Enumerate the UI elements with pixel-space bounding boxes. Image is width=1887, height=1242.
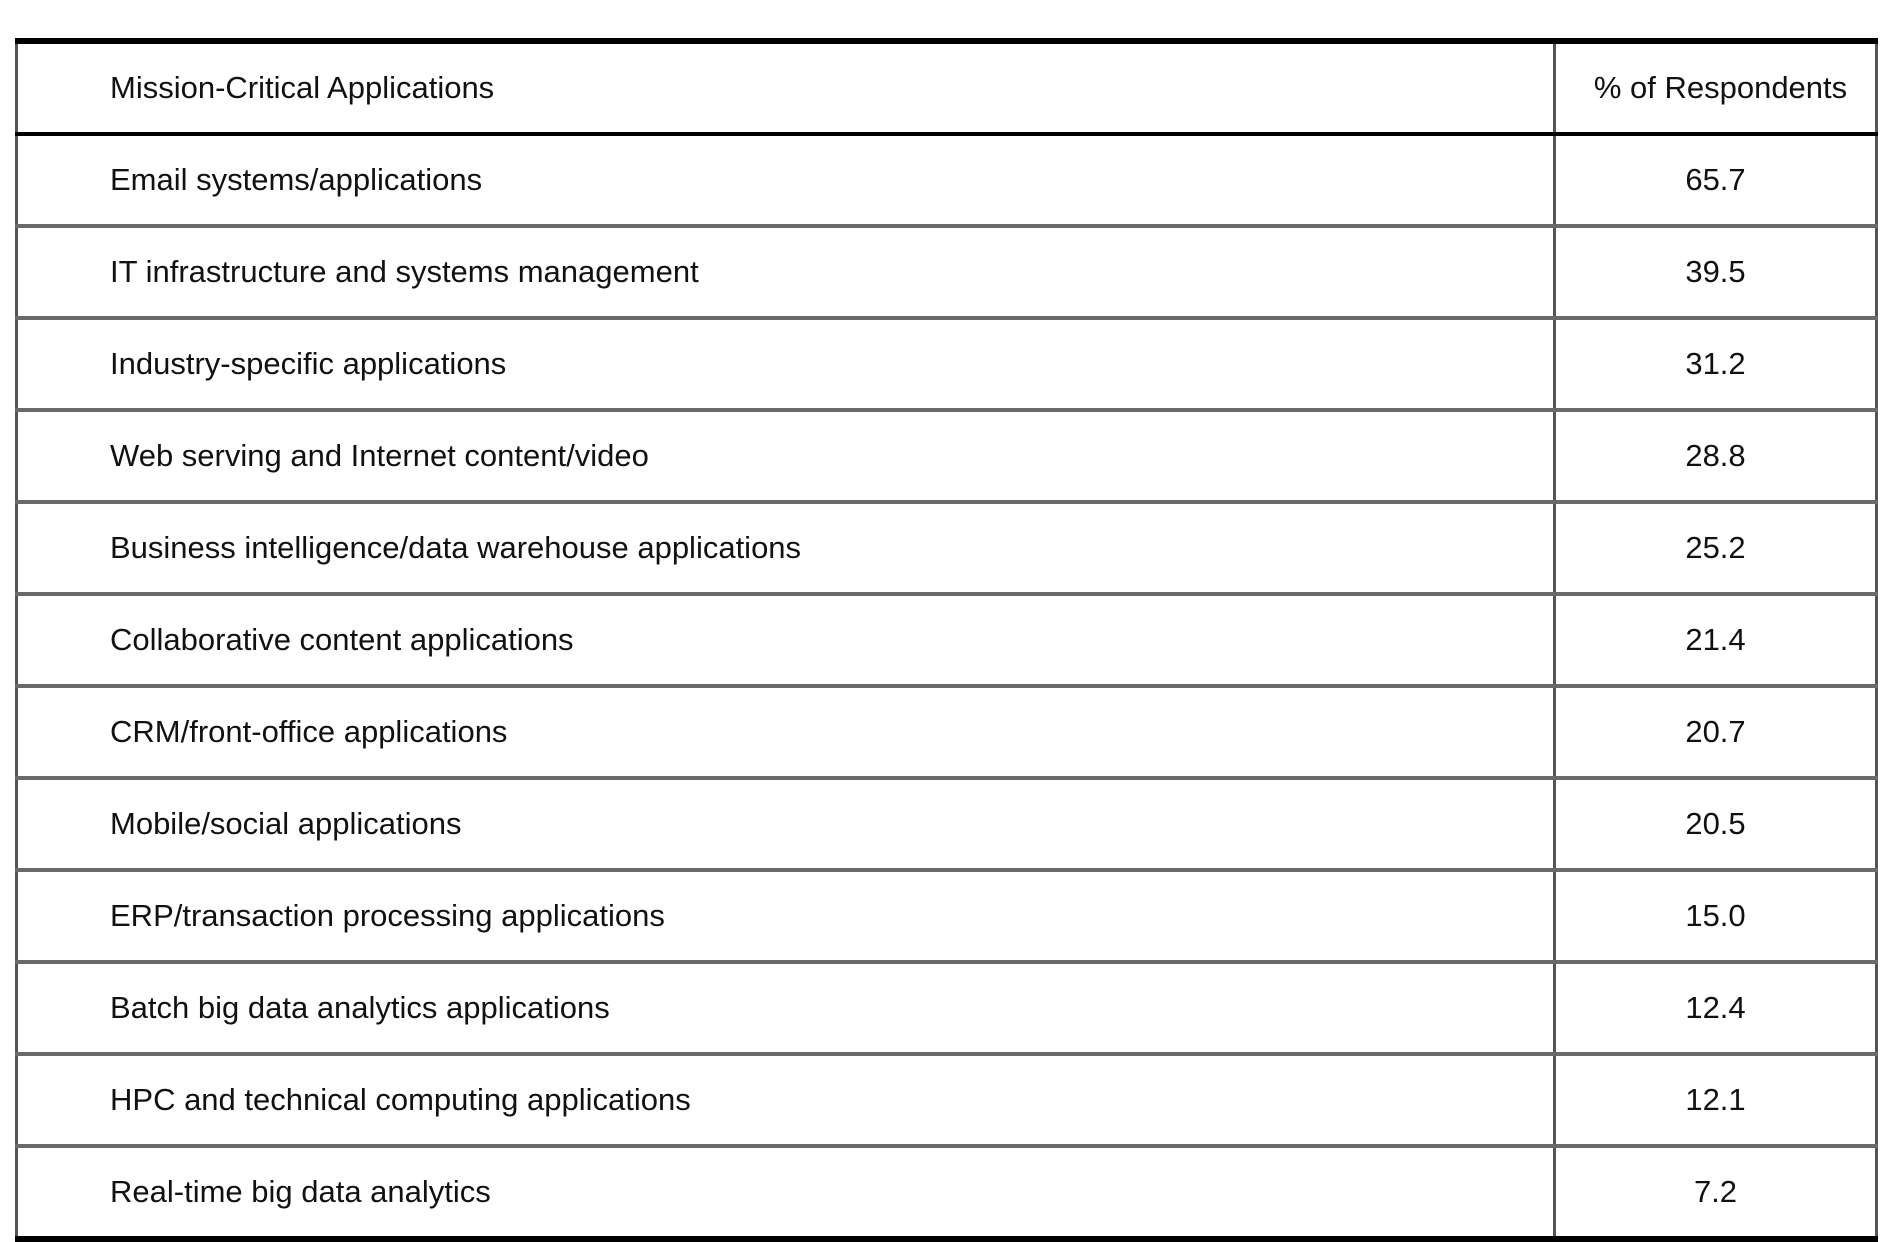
table-row: [17, 1146, 1877, 1239]
percent-value-cell: 39.5: [1555, 226, 1877, 318]
percent-value-cell: 31.2: [1555, 318, 1877, 410]
percent-value-cell: 12.4: [1555, 962, 1877, 1054]
table-row: [17, 134, 1877, 226]
application-name-cell: HPC and technical computing applications: [17, 1054, 1555, 1146]
data-table-container: [15, 38, 1875, 1242]
table-row: [17, 1054, 1877, 1146]
application-name-cell: CRM/front-office applications: [17, 686, 1555, 778]
table-row: [17, 778, 1877, 870]
application-name-cell: Email systems/applications: [17, 134, 1555, 226]
application-name-cell: ERP/transaction processing applications: [17, 870, 1555, 962]
table-body: [17, 134, 1877, 1239]
application-name-cell: Real-time big data analytics: [17, 1146, 1555, 1239]
application-name-cell: Web serving and Internet content/video: [17, 410, 1555, 502]
table-row: [17, 226, 1877, 318]
table-row: [17, 962, 1877, 1054]
application-name-cell: Business intelligence/data warehouse applications: [17, 502, 1555, 594]
percent-value-cell: 12.1: [1555, 1054, 1877, 1146]
application-name-cell: Collaborative content applications: [17, 594, 1555, 686]
application-name-cell: IT infrastructure and systems management: [17, 226, 1555, 318]
column-header-applications: Mission-Critical Applications: [17, 41, 1555, 134]
column-header-percent: % of Respondents: [1555, 41, 1877, 134]
percent-value-cell: 65.7: [1555, 134, 1877, 226]
percent-value-cell: 20.5: [1555, 778, 1877, 870]
table-row: [17, 410, 1877, 502]
table-header-row: [17, 41, 1877, 134]
percent-value-cell: 7.2: [1555, 1146, 1877, 1239]
table-row: [17, 594, 1877, 686]
percent-value-cell: 21.4: [1555, 594, 1877, 686]
percent-value-cell: 28.8: [1555, 410, 1877, 502]
application-name-cell: Industry-specific applications: [17, 318, 1555, 410]
table-row: [17, 686, 1877, 778]
table-row: [17, 318, 1877, 410]
mission-critical-applications-table: [15, 38, 1878, 1242]
application-name-cell: Batch big data analytics applications: [17, 962, 1555, 1054]
percent-value-cell: 20.7: [1555, 686, 1877, 778]
table-row: [17, 502, 1877, 594]
percent-value-cell: 15.0: [1555, 870, 1877, 962]
table-row: [17, 870, 1877, 962]
percent-value-cell: 25.2: [1555, 502, 1877, 594]
application-name-cell: Mobile/social applications: [17, 778, 1555, 870]
